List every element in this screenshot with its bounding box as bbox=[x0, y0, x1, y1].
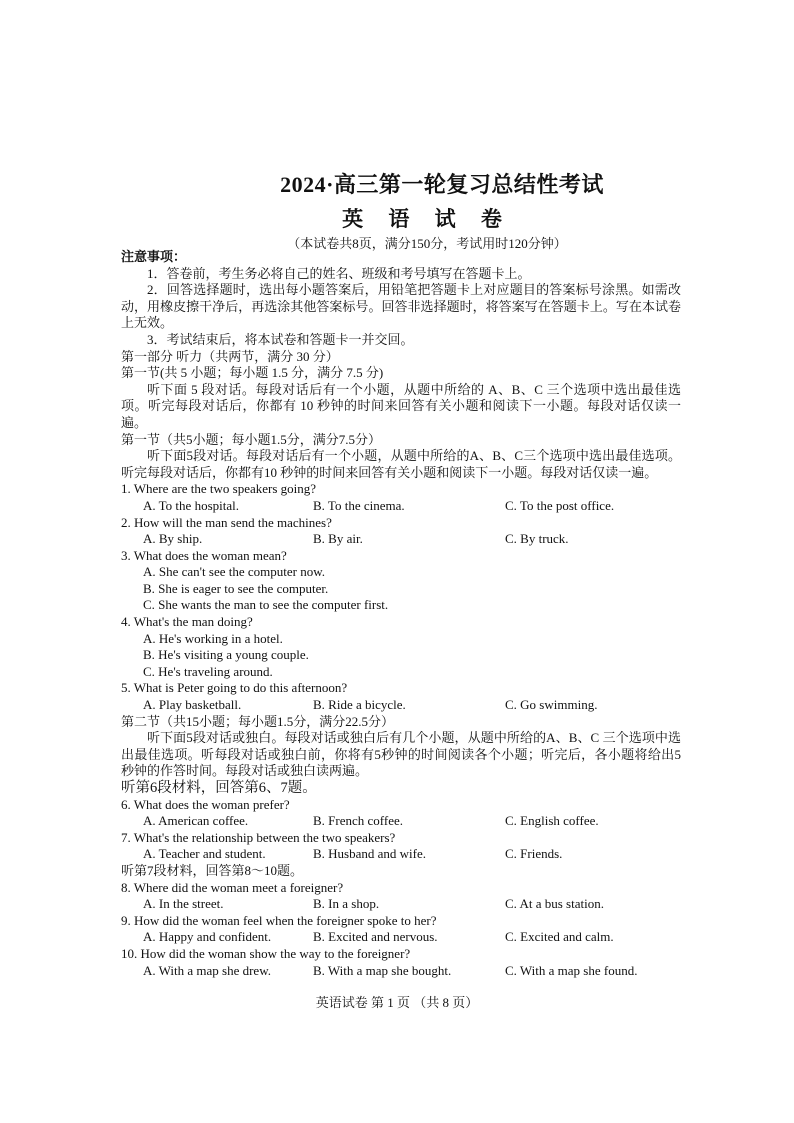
option-b: B. Husband and wife. bbox=[313, 846, 427, 862]
question-1: 1. Where are the two speakers going? bbox=[121, 481, 317, 497]
question-7: 7. What's the relationship between the two speakers? bbox=[121, 829, 396, 845]
option-b: B. Ride a bicycle. bbox=[313, 697, 406, 713]
notice-heading: 注意事项： bbox=[121, 249, 187, 264]
option-a: A. Happy and confident. bbox=[143, 929, 272, 945]
option-a: A. To the hospital. bbox=[143, 497, 239, 513]
exam-title: 2024·高三第一轮复习总结性考试 bbox=[280, 172, 604, 197]
material-7-label: 听第7段材料，回答第8～10题。 bbox=[121, 862, 304, 878]
option-b: B. In a shop. bbox=[313, 896, 380, 912]
option-c: C. At a bus station. bbox=[505, 896, 604, 912]
option-a: A. She can't see the computer now. bbox=[143, 564, 325, 580]
exam-subject: 英 语 试 卷 bbox=[342, 207, 512, 231]
option-a: A. In the street. bbox=[143, 896, 224, 912]
option-b: B. By air. bbox=[313, 531, 363, 547]
option-b: B. Excited and nervous. bbox=[313, 929, 438, 945]
question-4: 4. What's the man doing? bbox=[121, 614, 253, 630]
question-2: 2. How will the man send the machines? bbox=[121, 514, 332, 530]
option-b: B. She is eager to see the computer. bbox=[143, 580, 329, 596]
option-c: C. English coffee. bbox=[505, 813, 599, 829]
option-c: C. Friends. bbox=[505, 846, 563, 862]
option-c: C. To the post office. bbox=[505, 497, 615, 513]
exam-body bbox=[121, 249, 681, 979]
question-9: 9. How did the woman feel when the foreigner spoke to her? bbox=[121, 912, 437, 928]
section1-instructions-a: 听下面 5 段对话。每段对话后有一个小题，从题中所给的 A、B、C 三个选项中选出最佳选项。听完每段对话后，你都有 10 秒钟的时间来回答有关小题和阅读下一小题。每段对话仅读一遍。 bbox=[121, 381, 681, 430]
question-5-options bbox=[121, 697, 681, 714]
question-3: 3. What does the woman mean? bbox=[121, 547, 287, 563]
option-b: B. To the cinema. bbox=[313, 497, 405, 513]
question-1-options bbox=[121, 498, 681, 515]
option-c: C. Go swimming. bbox=[505, 697, 598, 713]
option-c: C. By truck. bbox=[505, 531, 569, 547]
material-6-label: 听第6段材料，回答第6、7题。 bbox=[121, 780, 317, 796]
option-c: C. Excited and calm. bbox=[505, 929, 614, 945]
notice-item-1: 1．答卷前，考生务必将自己的姓名、班级和考号填写在答题卡上。 bbox=[147, 265, 531, 281]
notice-item-3: 3．考试结束后，将本试卷和答题卡一并交回。 bbox=[147, 331, 414, 347]
question-9-options bbox=[121, 929, 681, 946]
part1-heading: 第一部分 听力（共两节，满分 30 分） bbox=[121, 348, 339, 364]
question-6: 6. What does the woman prefer? bbox=[121, 796, 290, 812]
question-7-options bbox=[121, 846, 681, 863]
notice-item-2: 2．回答选择题时，选出每小题答案后，用铅笔把答题卡上对应题目的答案标号涂黑。如需改动，用橡皮擦干净后，再选涂其他答案标号。回答非选择题时，将答案写在答题卡上。写在本试卷上无效。 bbox=[121, 282, 681, 331]
option-a: A. He's working in a hotel. bbox=[143, 630, 283, 646]
option-a: A. Play basketball. bbox=[143, 697, 242, 713]
option-b: B. With a map she bought. bbox=[313, 962, 452, 978]
question-5: 5. What is Peter going to do this afternoon? bbox=[121, 680, 348, 696]
section1-heading-a: 第一节(共 5 小题；每小题 1.5 分，满分 7.5 分) bbox=[121, 365, 384, 381]
option-c: C. With a map she found. bbox=[505, 962, 638, 978]
option-b: B. French coffee. bbox=[313, 813, 404, 829]
question-10-options bbox=[121, 963, 681, 980]
section1-instructions-b: 听下面5段对话。每段对话后有一个小题，从题中所给的A、B、C三个选项中选出最佳选项。听完每段对话后，你都有10 秒钟的时间来回答有关小题和阅读下一小题。每段对话仅读一遍。 bbox=[121, 448, 681, 480]
option-a: A. By ship. bbox=[143, 531, 203, 547]
exam-info: （本试卷共8页，满分150分，考试用时120分钟） bbox=[287, 236, 567, 251]
question-2-options bbox=[121, 531, 681, 548]
option-a: A. American coffee. bbox=[143, 813, 249, 829]
section1-heading-b: 第一节（共5小题；每小题1.5分，满分7.5分） bbox=[121, 431, 382, 447]
question-10: 10. How did the woman show the way to the foreigner? bbox=[121, 945, 411, 961]
section2-instructions: 听下面5段对话或独白。每段对话或独白后有几个小题，从题中所给的A、B、C 三个选项中选出最佳选项。听每段对话或独白前，你将有5秒钟的时间阅读各个小题；听完后，各小题将给出5 秒钟的作答时间。每段对话或独白读两遍。 bbox=[121, 730, 681, 779]
option-a: A. Teacher and student. bbox=[143, 846, 266, 862]
question-8-options bbox=[121, 896, 681, 913]
question-8: 8. Where did the woman meet a foreigner? bbox=[121, 879, 344, 895]
option-c: C. She wants the man to see the computer first. bbox=[143, 597, 389, 613]
option-c: C. He's traveling around. bbox=[143, 663, 273, 679]
option-b: B. He's visiting a young couple. bbox=[143, 647, 309, 663]
question-6-options bbox=[121, 813, 681, 830]
page-footer: 英语试卷 第 1 页 （共 8 页） bbox=[315, 995, 479, 1010]
section2-heading: 第二节（共15小题；每小题1.5分，满分22.5分） bbox=[121, 713, 395, 729]
option-a: A. With a map she drew. bbox=[143, 962, 272, 978]
